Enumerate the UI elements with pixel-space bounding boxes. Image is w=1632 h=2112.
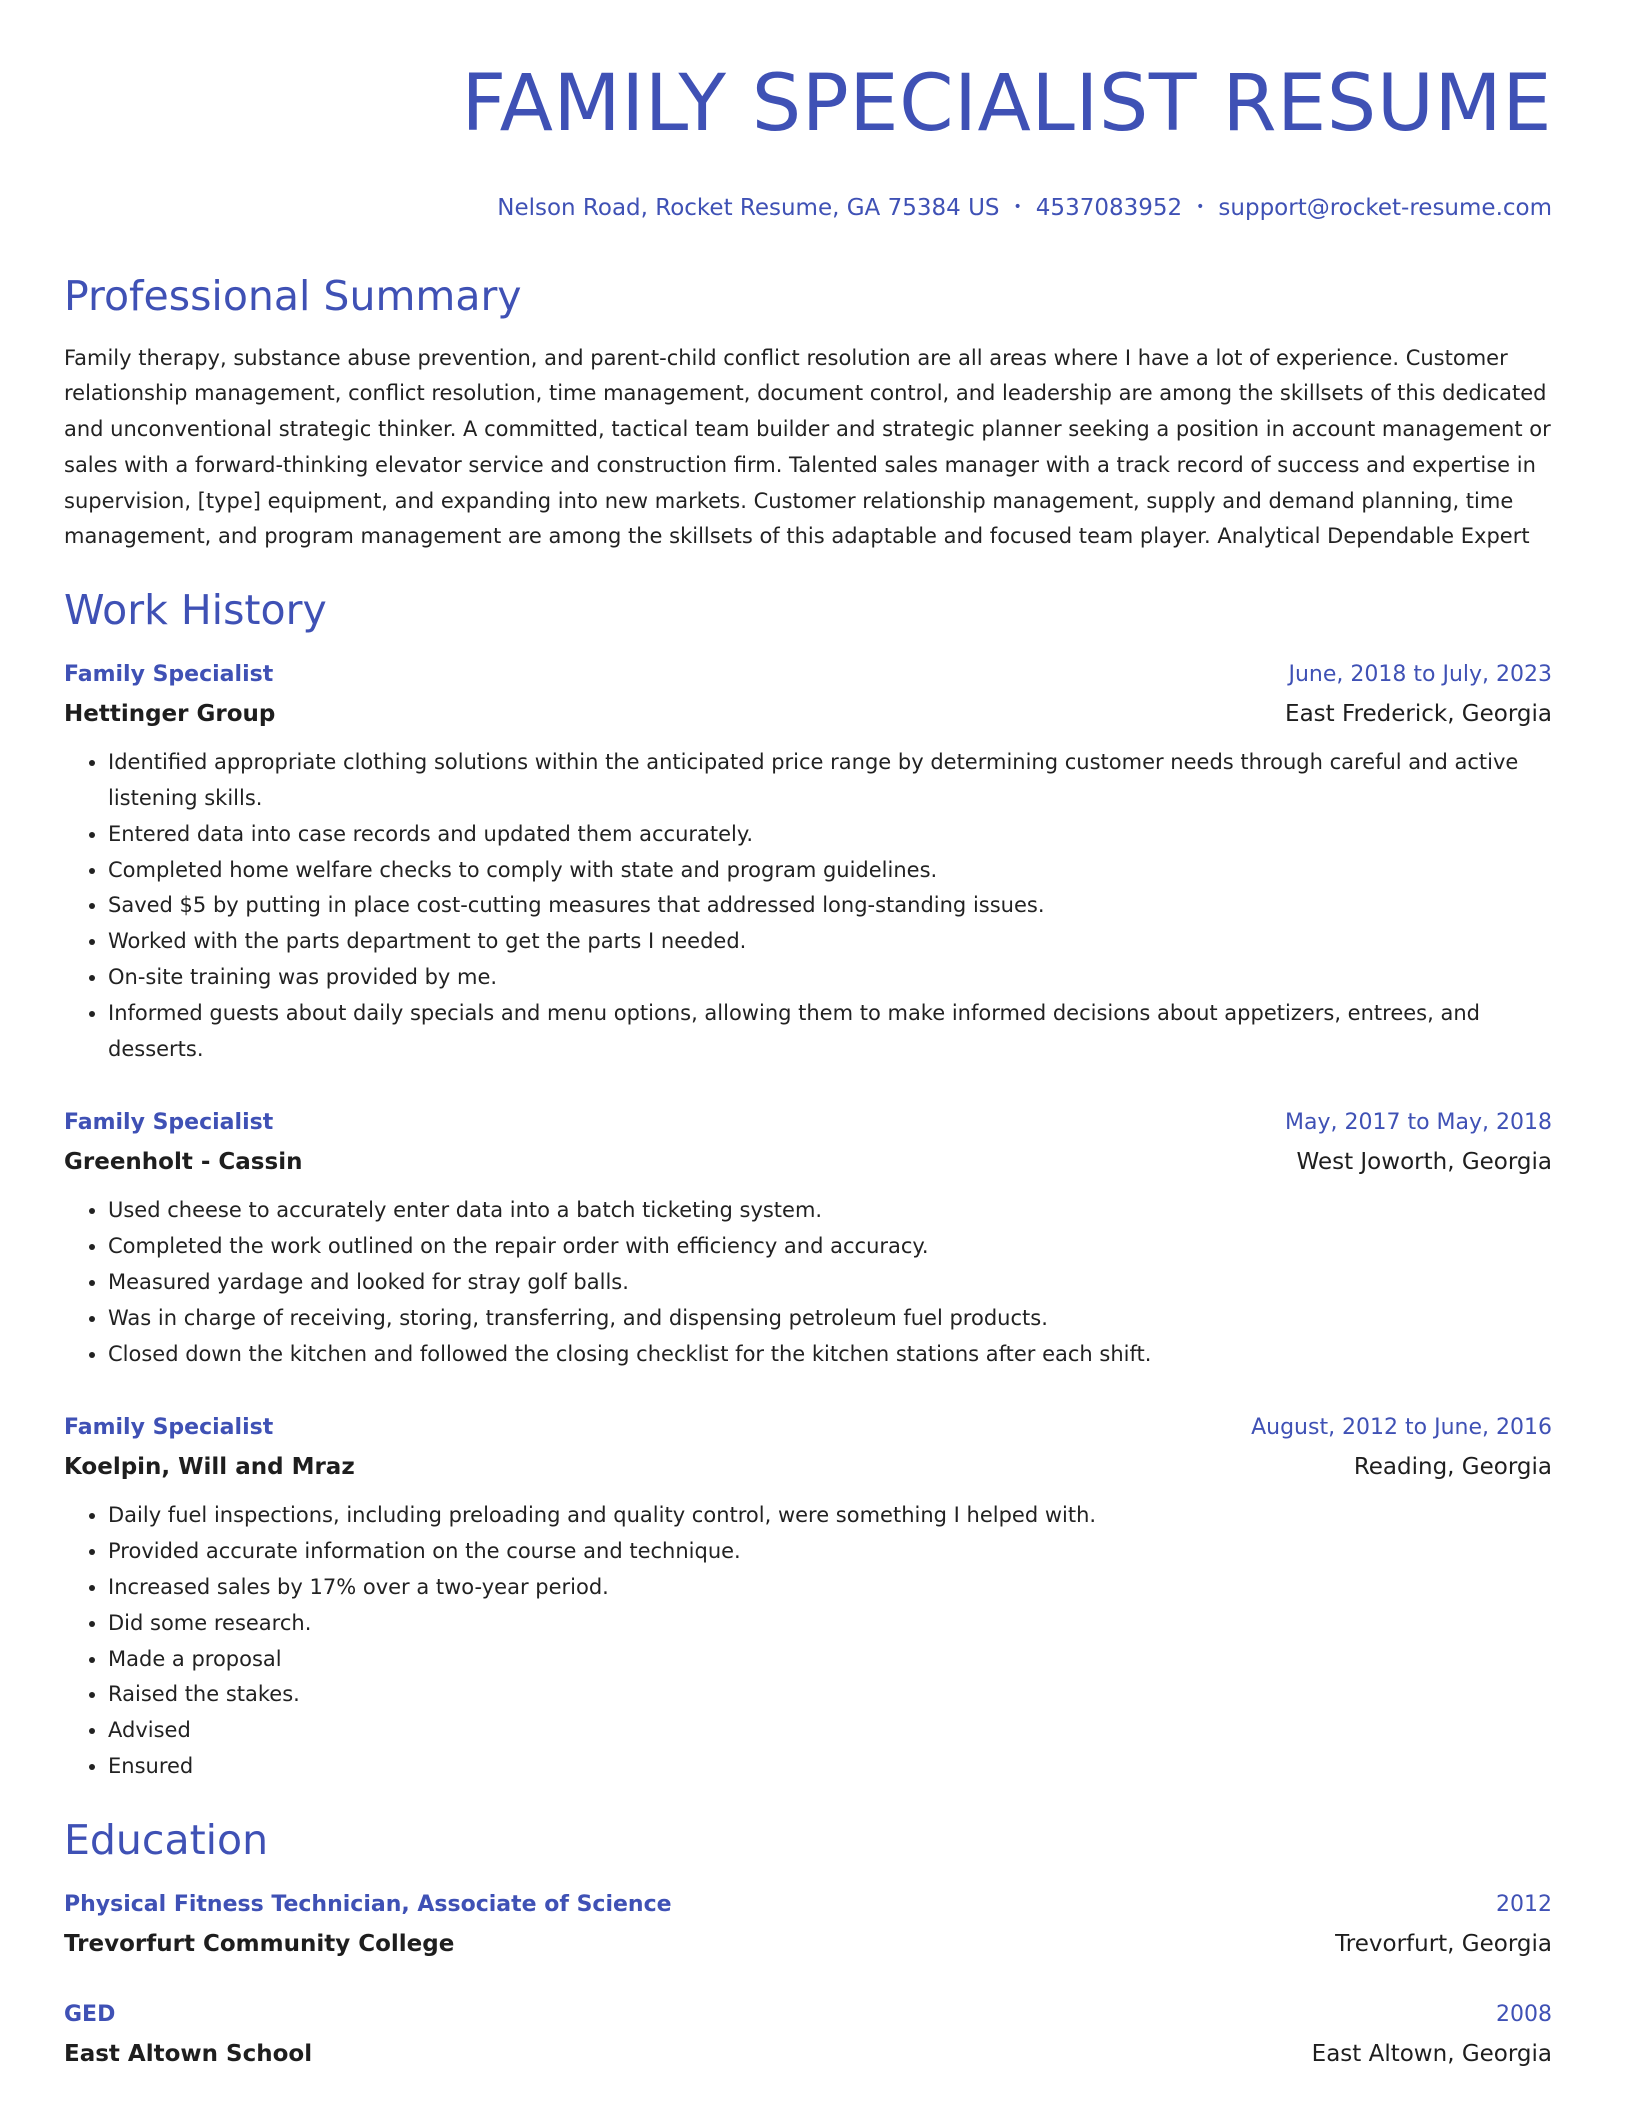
job-title-row	[64, 655, 1552, 695]
job-bullet: • Identified appropriate clothing solutions within the anticipated price range by determining customer needs through careful and active listening skills.	[108, 745, 1552, 817]
job-company-row	[64, 1143, 1552, 1181]
education-location: Trevorfurt, Georgia	[1335, 1930, 1552, 1957]
job-entry	[64, 655, 1552, 1067]
job-entry	[64, 1408, 1552, 1784]
job-title-row	[64, 1103, 1552, 1143]
job-title-row	[64, 1408, 1552, 1448]
job-bullet: • Did some research.	[108, 1606, 1552, 1642]
job-dates: August, 2012 to June, 2016	[1251, 1415, 1552, 1441]
education-school: Trevorfurt Community College	[64, 1930, 455, 1957]
job-bullet: • On-site training was provided by me.	[108, 960, 1552, 996]
contact-separator: •	[1013, 198, 1022, 215]
education-location: East Altown, Georgia	[1311, 2040, 1552, 2067]
job-bullet: • Was in charge of receiving, storing, transferring, and dispensing petroleum fuel products.	[108, 1301, 1552, 1337]
job-bullets	[64, 1193, 1552, 1372]
contact-address: Nelson Road, Rocket Resume, GA 75384 US	[497, 195, 1000, 221]
contact-email: support@rocket-resume.com	[1218, 195, 1552, 221]
job-company: Greenholt - Cassin	[64, 1149, 303, 1176]
contact-phone: 4537083952	[1035, 195, 1183, 221]
work-history-heading: Work History	[64, 586, 327, 635]
summary-heading: Professional Summary	[64, 271, 522, 320]
education-school-row	[64, 2035, 1552, 2073]
contact-separator: •	[1196, 198, 1205, 215]
job-company-row	[64, 1448, 1552, 1486]
job-bullet: • Made a proposal	[108, 1642, 1552, 1678]
job-location: West Joworth, Georgia	[1296, 1149, 1552, 1176]
job-company: Hettinger Group	[64, 701, 276, 728]
job-bullet: • Informed guests about daily specials and menu options, allowing them to make informed decisions about appetizers, entrees, and desserts.	[108, 996, 1552, 1068]
job-bullet: • Entered data into case records and updated them accurately.	[108, 817, 1552, 853]
job-bullet: • Provided accurate information on the course and technique.	[108, 1534, 1552, 1570]
job-bullet: • Ensured	[108, 1749, 1552, 1785]
education-year: 2008	[1496, 2001, 1552, 2027]
education-entry	[64, 1995, 1552, 2073]
job-bullets	[64, 1498, 1552, 1784]
education-degree: GED	[64, 2001, 116, 2027]
job-bullet: • Used cheese to accurately enter data into a batch ticketing system.	[108, 1193, 1552, 1229]
job-title: Family Specialist	[64, 1415, 274, 1441]
job-company-row	[64, 695, 1552, 733]
job-bullet: • Advised	[108, 1713, 1552, 1749]
education-degree-row	[64, 1995, 1552, 2035]
job-title: Family Specialist	[64, 662, 274, 688]
education-school-row	[64, 1925, 1552, 1963]
education-year: 2012	[1496, 1891, 1552, 1917]
education-degree-row	[64, 1885, 1552, 1925]
job-bullet: • Saved $5 by putting in place cost-cutting measures that addressed long-standing issues.	[108, 888, 1552, 924]
job-location: Reading, Georgia	[1353, 1454, 1552, 1481]
contact-line	[64, 192, 1552, 225]
job-bullet: • Measured yardage and looked for stray golf balls.	[108, 1265, 1552, 1301]
resume-title: FAMILY SPECIALIST RESUME	[461, 59, 1552, 149]
education-heading: Education	[64, 1815, 269, 1864]
job-dates: June, 2018 to July, 2023	[1288, 662, 1552, 688]
job-bullet: • Daily fuel inspections, including preloading and quality control, were something I helped with.	[108, 1498, 1552, 1534]
job-dates: May, 2017 to May, 2018	[1285, 1110, 1552, 1136]
summary-text: Family therapy, substance abuse prevention, and parent-child conflict resolution are all areas where I have a lot of experience. Customer relationship management, conflict resolution, time management, document control, and leadership are among the skillsets of this dedicated and unconventional strategic thinker. A committed, tactical team builder and strategic planner seeking a position in account management or sales with a forward-thinking elevator service and construction firm. Talented sales manager with a track record of success and expertise in supervision, [type] equipment, and expanding into new markets. Customer relationship management, supply and demand planning, time management, and program management are among the skillsets of this adaptable and focused team player. Analytical Dependable Expert	[64, 345, 1551, 549]
job-bullet: • Increased sales by 17% over a two-year period.	[108, 1570, 1552, 1606]
education-entry	[64, 1885, 1552, 1963]
job-bullet: • Closed down the kitchen and followed the closing checklist for the kitchen stations after each shift.	[108, 1337, 1552, 1373]
job-location: East Frederick, Georgia	[1285, 701, 1552, 728]
education-school: East Altown School	[64, 2040, 313, 2067]
job-entry	[64, 1103, 1552, 1372]
education-degree: Physical Fitness Technician, Associate of Science	[64, 1891, 672, 1917]
job-bullets	[64, 745, 1552, 1067]
job-bullet: • Completed the work outlined on the repair order with efficiency and accuracy.	[108, 1229, 1552, 1265]
job-title: Family Specialist	[64, 1110, 274, 1136]
job-bullet: • Raised the stakes.	[108, 1677, 1552, 1713]
job-bullet: • Worked with the parts department to get the parts I needed.	[108, 924, 1552, 960]
job-company: Koelpin, Will and Mraz	[64, 1454, 355, 1481]
job-bullet: • Completed home welfare checks to comply with state and program guidelines.	[108, 853, 1552, 889]
